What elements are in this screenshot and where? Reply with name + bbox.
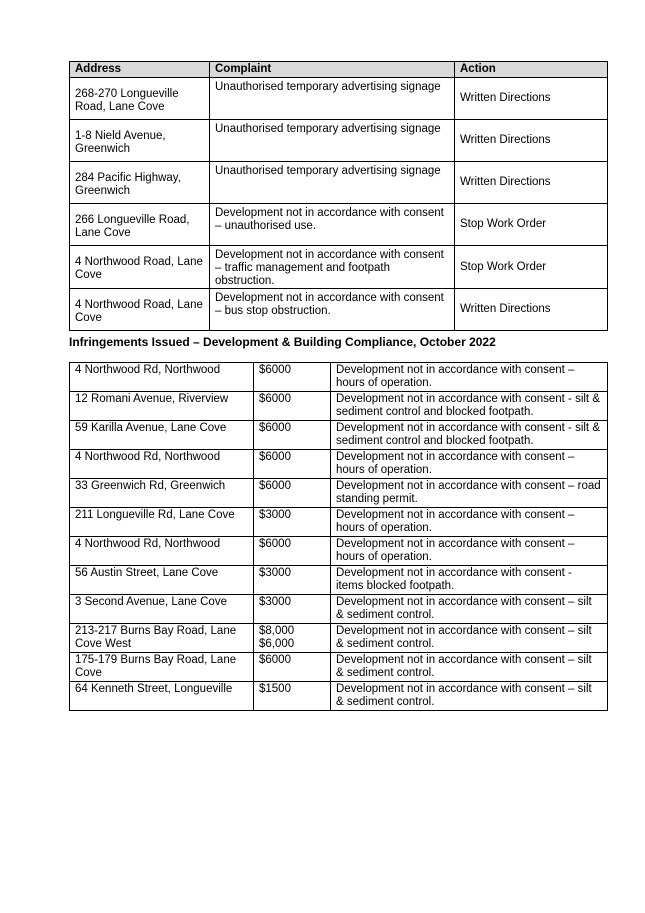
infringements-body bbox=[70, 363, 608, 711]
complaint-complaint-cell: Unauthorised temporary advertising signage bbox=[210, 162, 455, 204]
complaint-complaint-cell: Development not in accordance with consent – bus stop obstruction. bbox=[210, 289, 455, 331]
infringement-amount-cell bbox=[254, 624, 331, 653]
table-row bbox=[70, 204, 608, 246]
infringement-description-cell: Development not in accordance with consent – hours of operation. bbox=[331, 450, 608, 479]
infringement-amount-cell bbox=[254, 479, 331, 508]
complaint-complaint-cell: Unauthorised temporary advertising signage bbox=[210, 78, 455, 120]
table-row bbox=[70, 508, 608, 537]
table-row bbox=[70, 120, 608, 162]
infringement-amount: $6000 bbox=[259, 422, 291, 434]
table-row bbox=[70, 537, 608, 566]
infringement-address-cell: 59 Karilla Avenue, Lane Cove bbox=[70, 421, 254, 450]
complaint-address-cell: 284 Pacific Highway, Greenwich bbox=[70, 162, 210, 204]
infringement-amount: $6000 bbox=[259, 364, 291, 376]
complaint-complaint-cell: Development not in accordance with consent – traffic management and footpath obstruction. bbox=[210, 246, 455, 289]
complaint-address-cell: 4 Northwood Road, Lane Cove bbox=[70, 289, 210, 331]
infringement-description-cell: Development not in accordance with consent – silt & sediment control. bbox=[331, 682, 608, 711]
complaint-action-cell: Written Directions bbox=[455, 289, 608, 331]
infringement-amount: $3000 bbox=[259, 509, 291, 521]
infringement-amount-cell bbox=[254, 450, 331, 479]
table-row bbox=[70, 421, 608, 450]
infringement-description-cell: Development not in accordance with consent – road standing permit. bbox=[331, 479, 608, 508]
table-row bbox=[70, 363, 608, 392]
infringement-amount-cell bbox=[254, 595, 331, 624]
complaint-action-cell: Written Directions bbox=[455, 78, 608, 120]
complaint-address-cell: 1-8 Nield Avenue, Greenwich bbox=[70, 120, 210, 162]
complaints-header-row bbox=[70, 62, 608, 78]
table-row bbox=[70, 653, 608, 682]
infringement-amount: $6000 bbox=[259, 654, 291, 666]
infringement-address-cell: 56 Austin Street, Lane Cove bbox=[70, 566, 254, 595]
infringement-amount: $3000 bbox=[259, 567, 291, 579]
complaint-address-cell: 268-270 Longueville Road, Lane Cove bbox=[70, 78, 210, 120]
infringement-address-cell: 4 Northwood Rd, Northwood bbox=[70, 363, 254, 392]
infringement-amount-cell bbox=[254, 537, 331, 566]
infringement-amount-cell bbox=[254, 566, 331, 595]
infringements-table bbox=[69, 362, 608, 711]
complaint-action-cell: Written Directions bbox=[455, 120, 608, 162]
table-row bbox=[70, 246, 608, 289]
infringement-description-cell: Development not in accordance with consent – hours of operation. bbox=[331, 363, 608, 392]
infringement-amount-cell bbox=[254, 653, 331, 682]
complaint-action-cell: Stop Work Order bbox=[455, 246, 608, 289]
table-row bbox=[70, 78, 608, 120]
infringement-amount: $6000 bbox=[259, 538, 291, 550]
table-row bbox=[70, 162, 608, 204]
table-row bbox=[70, 479, 608, 508]
complaint-complaint-cell: Unauthorised temporary advertising signage bbox=[210, 120, 455, 162]
infringement-amount: $6,000 bbox=[259, 638, 295, 650]
infringement-description-cell: Development not in accordance with consent – silt & sediment control. bbox=[331, 624, 608, 653]
infringement-amount: $8,000 bbox=[259, 625, 295, 637]
column-header-action: Action bbox=[455, 62, 608, 78]
column-header-address: Address bbox=[70, 62, 210, 78]
infringement-amount: $1500 bbox=[259, 683, 291, 695]
infringement-description-cell: Development not in accordance with consent – silt & sediment control. bbox=[331, 653, 608, 682]
infringement-amount-cell bbox=[254, 421, 331, 450]
infringement-address-cell: 3 Second Avenue, Lane Cove bbox=[70, 595, 254, 624]
table-row bbox=[70, 682, 608, 711]
infringement-description-cell: Development not in accordance with consent – hours of operation. bbox=[331, 537, 608, 566]
complaint-address-cell: 266 Longueville Road, Lane Cove bbox=[70, 204, 210, 246]
infringement-description-cell: Development not in accordance with consent - items blocked footpath. bbox=[331, 566, 608, 595]
infringement-description-cell: Development not in accordance with consent – hours of operation. bbox=[331, 508, 608, 537]
infringement-description-cell: Development not in accordance with consent - silt & sediment control and blocked footpath. bbox=[331, 421, 608, 450]
table-row bbox=[70, 566, 608, 595]
infringement-description-cell: Development not in accordance with consent – silt & sediment control. bbox=[331, 595, 608, 624]
column-header-complaint: Complaint bbox=[210, 62, 455, 78]
infringement-amount: $6000 bbox=[259, 451, 291, 463]
complaint-action-cell: Stop Work Order bbox=[455, 204, 608, 246]
infringement-description-cell: Development not in accordance with consent - silt & sediment control and blocked footpath. bbox=[331, 392, 608, 421]
table-row bbox=[70, 624, 608, 653]
table-row bbox=[70, 450, 608, 479]
infringement-address-cell: 33 Greenwich Rd, Greenwich bbox=[70, 479, 254, 508]
complaint-action-cell: Written Directions bbox=[455, 162, 608, 204]
infringement-address-cell: 64 Kenneth Street, Longueville bbox=[70, 682, 254, 711]
complaints-table bbox=[69, 61, 608, 331]
infringement-amount: $6000 bbox=[259, 480, 291, 492]
table-row bbox=[70, 392, 608, 421]
infringement-address-cell: 211 Longueville Rd, Lane Cove bbox=[70, 508, 254, 537]
complaints-body bbox=[70, 78, 608, 331]
infringement-amount-cell bbox=[254, 392, 331, 421]
infringement-address-cell: 4 Northwood Rd, Northwood bbox=[70, 537, 254, 566]
complaint-address-cell: 4 Northwood Road, Lane Cove bbox=[70, 246, 210, 289]
table-row bbox=[70, 289, 608, 331]
infringement-amount: $6000 bbox=[259, 393, 291, 405]
infringement-address-cell: 12 Romani Avenue, Riverview bbox=[70, 392, 254, 421]
infringement-address-cell: 4 Northwood Rd, Northwood bbox=[70, 450, 254, 479]
infringement-amount: $3000 bbox=[259, 596, 291, 608]
infringement-address-cell: 175-179 Burns Bay Road, Lane Cove bbox=[70, 653, 254, 682]
infringement-amount-cell bbox=[254, 508, 331, 537]
table-row bbox=[70, 595, 608, 624]
infringement-address-cell: 213-217 Burns Bay Road, Lane Cove West bbox=[70, 624, 254, 653]
infringements-heading: Infringements Issued – Development & Building Compliance, October 2022 bbox=[69, 335, 496, 349]
infringement-amount-cell bbox=[254, 682, 331, 711]
infringement-amount-cell bbox=[254, 363, 331, 392]
complaint-complaint-cell: Development not in accordance with consent – unauthorised use. bbox=[210, 204, 455, 246]
